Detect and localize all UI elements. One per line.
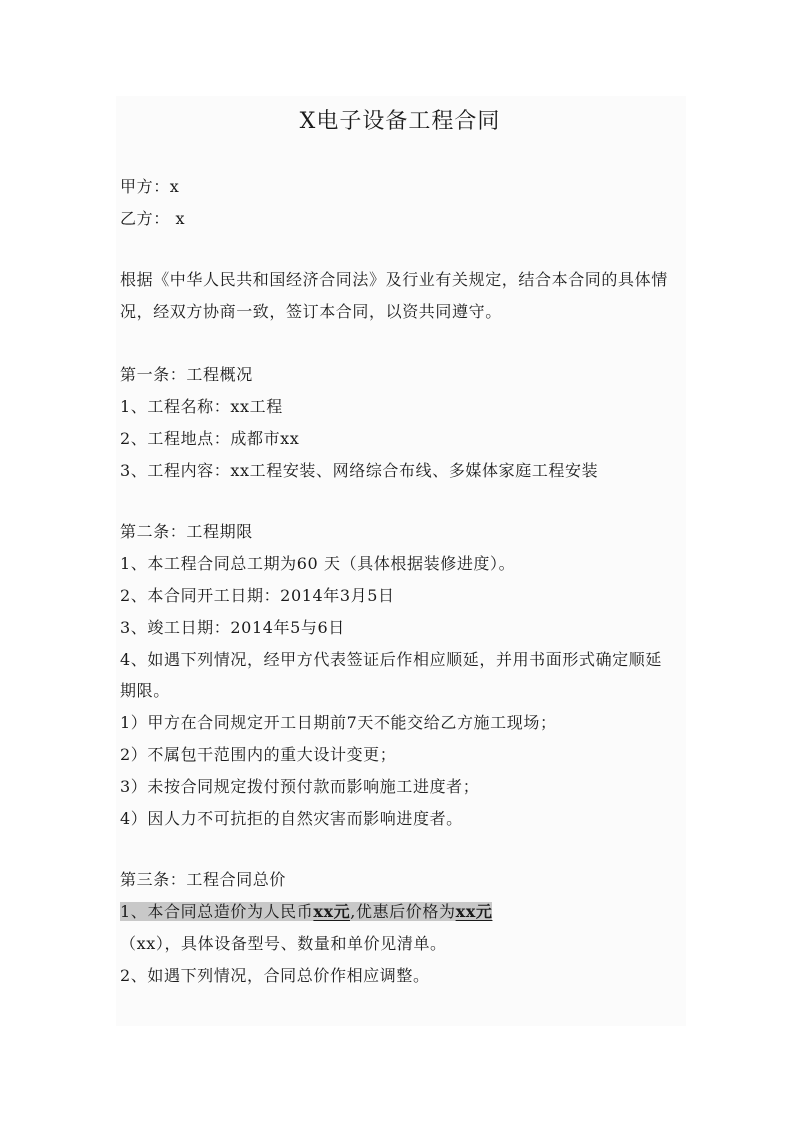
party-b: 乙方： x [120, 209, 186, 228]
article2-sub1: 1）甲方在合同规定开工日期前7天不能交给乙方施工现场； [120, 713, 557, 732]
preamble-line-2: 况，经双方协商一致，签订本合同，以资共同遵守。 [120, 302, 502, 321]
article1-heading: 第一条：工程概况 [120, 365, 253, 384]
article2-item4-line2: 期限。 [120, 681, 170, 700]
article1-item2: 2、工程地点：成都市xx [120, 429, 300, 448]
price-amount-original: xx元 [313, 902, 351, 921]
preamble-line-1: 根据《中华人民共和国经济合同法》及行业有关规定，结合本合同的具体情 [120, 270, 668, 289]
document-title: X电子设备工程合同 [299, 109, 501, 134]
article2-item2: 2、本合同开工日期：2014年3月5日 [120, 586, 395, 605]
article3-item1-discount-text: ,优惠后价格为 [350, 902, 456, 921]
article2-sub2: 2）不属包干范围内的重大设计变更； [120, 745, 397, 764]
price-amount-discounted: xx元 [455, 902, 493, 921]
party-a: 甲方：x [120, 177, 180, 196]
article2-heading: 第二条：工程期限 [120, 522, 253, 541]
article2-sub4: 4）因人力不可抗拒的自然灾害而影响进度者。 [120, 809, 463, 828]
article2-item4-line1: 4、如遇下列情况，经甲方代表签证后作相应顺延，并用书面形式确定顺延 [120, 650, 662, 669]
article3-item2: 2、如遇下列情况，合同总价作相应调整。 [120, 966, 430, 985]
article1-item3: 3、工程内容：xx工程安装、网络综合布线、多媒体家庭工程安装 [120, 461, 599, 480]
article3-item1-text: 1、本合同总造价为人民币 [120, 902, 314, 921]
article3-item1-line1 [120, 901, 492, 923]
article2-item3: 3、竣工日期：2014年5与6日 [120, 618, 345, 637]
article3-item1-line2: （xx），具体设备型号、数量和单价见清单。 [120, 934, 447, 953]
article1-item1: 1、工程名称：xx工程 [120, 397, 283, 416]
article3-heading: 第三条：工程合同总价 [120, 870, 287, 889]
article2-item1: 1、本工程合同总工期为60 天（具体根据装修进度）。 [120, 554, 516, 573]
article2-sub3: 3）未按合同规定拨付预付款而影响施工进度者； [120, 777, 480, 796]
